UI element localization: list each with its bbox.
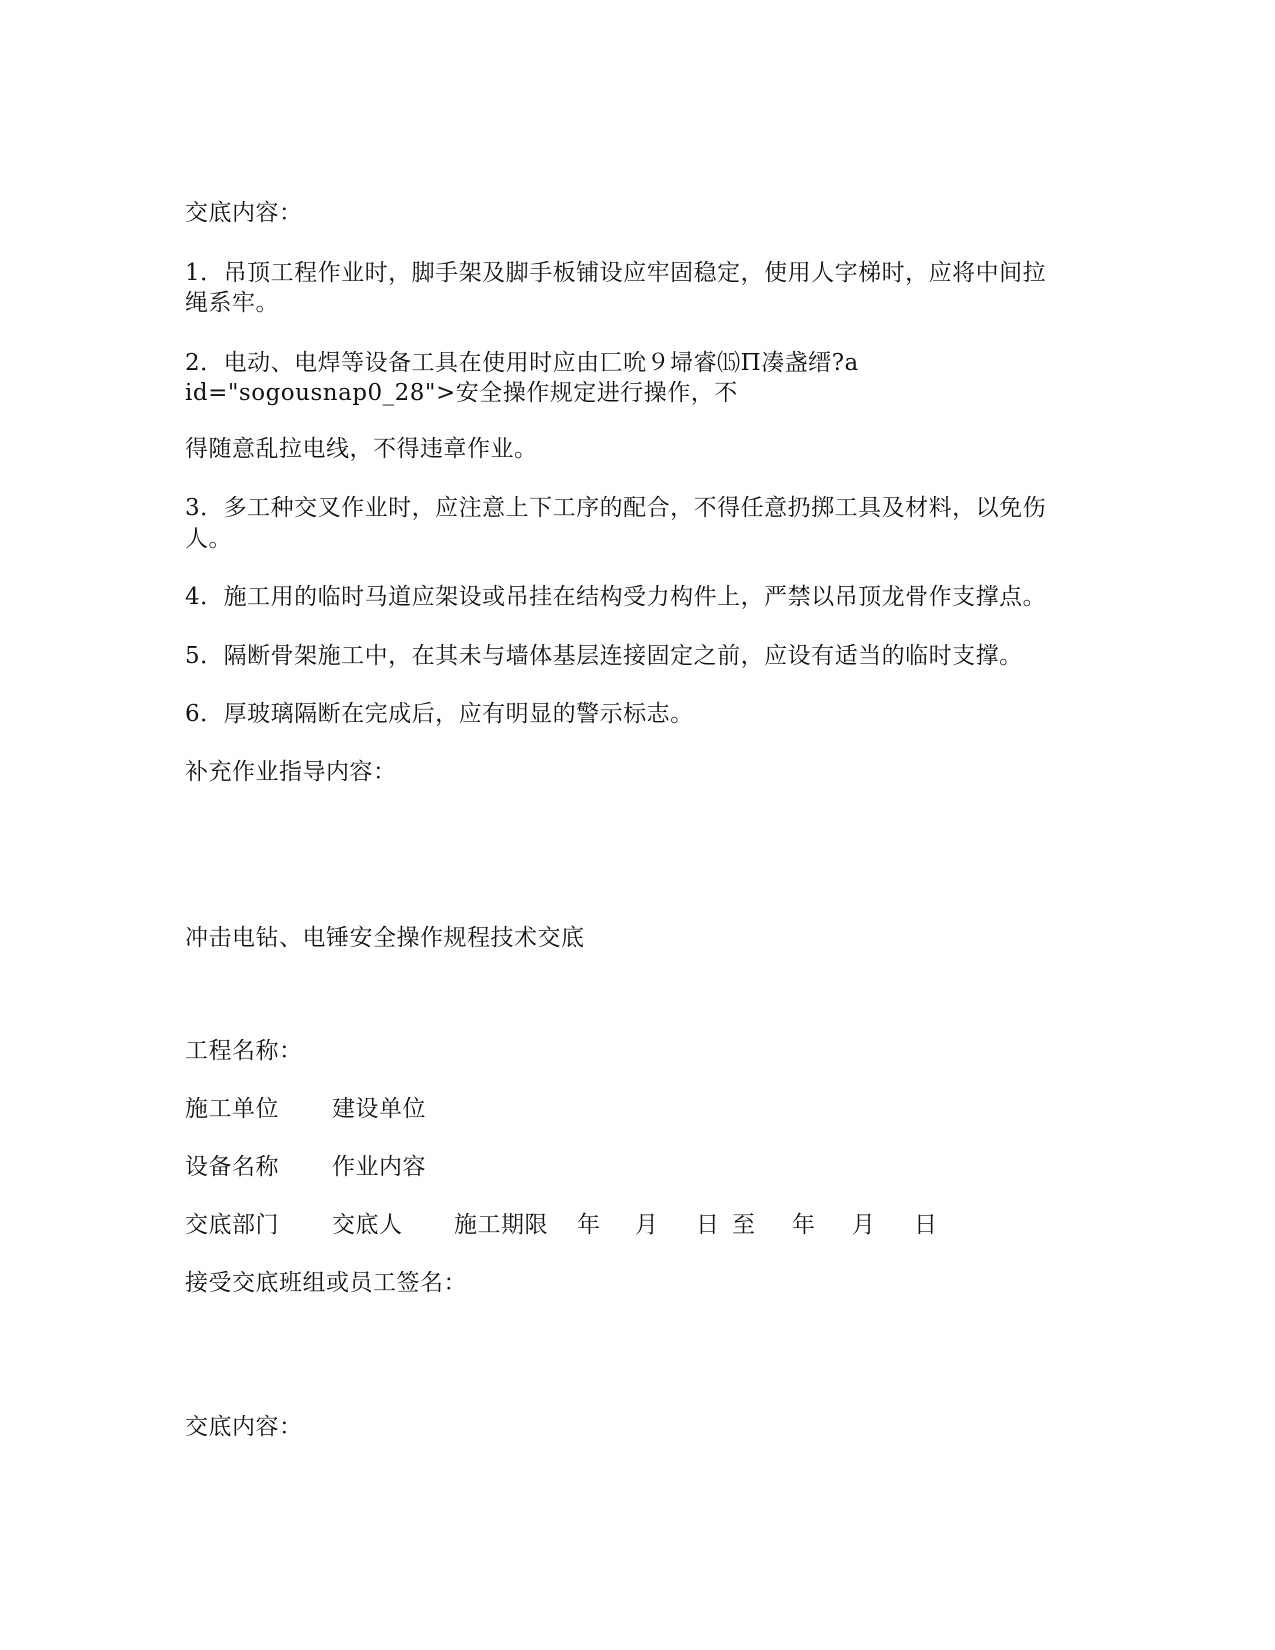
year-start: 年 — [577, 1212, 601, 1238]
day-start: 日 — [696, 1212, 720, 1238]
list-item-6: 6．厚玻璃隔断在完成后，应有明显的警示标志。 — [185, 701, 694, 727]
person-label: 交底人 — [332, 1212, 403, 1238]
year-end: 年 — [792, 1212, 816, 1238]
section-heading: 交底内容： — [185, 200, 303, 226]
content-heading: 交底内容： — [185, 1414, 303, 1440]
building-unit-label: 建设单位 — [332, 1096, 426, 1122]
list-item-3-line-1: 3．多工种交叉作业时，应注意上下工序的配合，不得任意扔掷工具及材料，以免伤 — [185, 495, 1047, 521]
unit-row — [185, 1092, 1085, 1126]
dept-label: 交底部门 — [185, 1212, 279, 1238]
list-item-4: 4．施工用的临时马道应架设或吊挂在结构受力构件上，严禁以吊顶龙骨作支撑点。 — [185, 584, 1047, 610]
list-item-2-line-3: 得随意乱拉电线，不得违章作业。 — [185, 436, 538, 462]
to-label: 至 — [732, 1212, 756, 1238]
disclosure-row — [185, 1208, 1085, 1242]
supplement-heading: 补充作业指导内容： — [185, 759, 397, 785]
month-start: 月 — [635, 1212, 659, 1238]
signature-label: 接受交底班组或员工签名： — [185, 1270, 467, 1296]
list-item-2-line-1: 2．电动、电焊等设备工具在使用时应由匸吮９埽睿⒂Π凑盏缙?a — [185, 350, 859, 376]
day-end: 日 — [914, 1212, 938, 1238]
equipment-name-label: 设备名称 — [185, 1154, 279, 1180]
list-item-1-line-1: 1．吊顶工程作业时，脚手架及脚手板铺设应牢固稳定，使用人字梯时，应将中间拉 — [185, 260, 1047, 286]
work-content-label: 作业内容 — [332, 1154, 426, 1180]
period-label: 施工期限 — [454, 1212, 548, 1238]
list-item-3-line-2: 人。 — [185, 526, 232, 552]
list-item-5: 5．隔断骨架施工中，在其未与墙体基层连接固定之前，应设有适当的临时支撑。 — [185, 643, 1023, 669]
document-title: 冲击电钻、电锤安全操作规程技术交底 — [185, 925, 585, 951]
construction-unit-label: 施工单位 — [185, 1096, 279, 1122]
project-name-label: 工程名称： — [185, 1038, 303, 1064]
month-end: 月 — [852, 1212, 876, 1238]
list-item-2-line-2: id="sogousnap0_28">安全操作规定进行操作，不 — [185, 380, 738, 406]
list-item-1-line-2: 绳系牢。 — [185, 290, 279, 316]
equipment-row — [185, 1150, 1085, 1184]
